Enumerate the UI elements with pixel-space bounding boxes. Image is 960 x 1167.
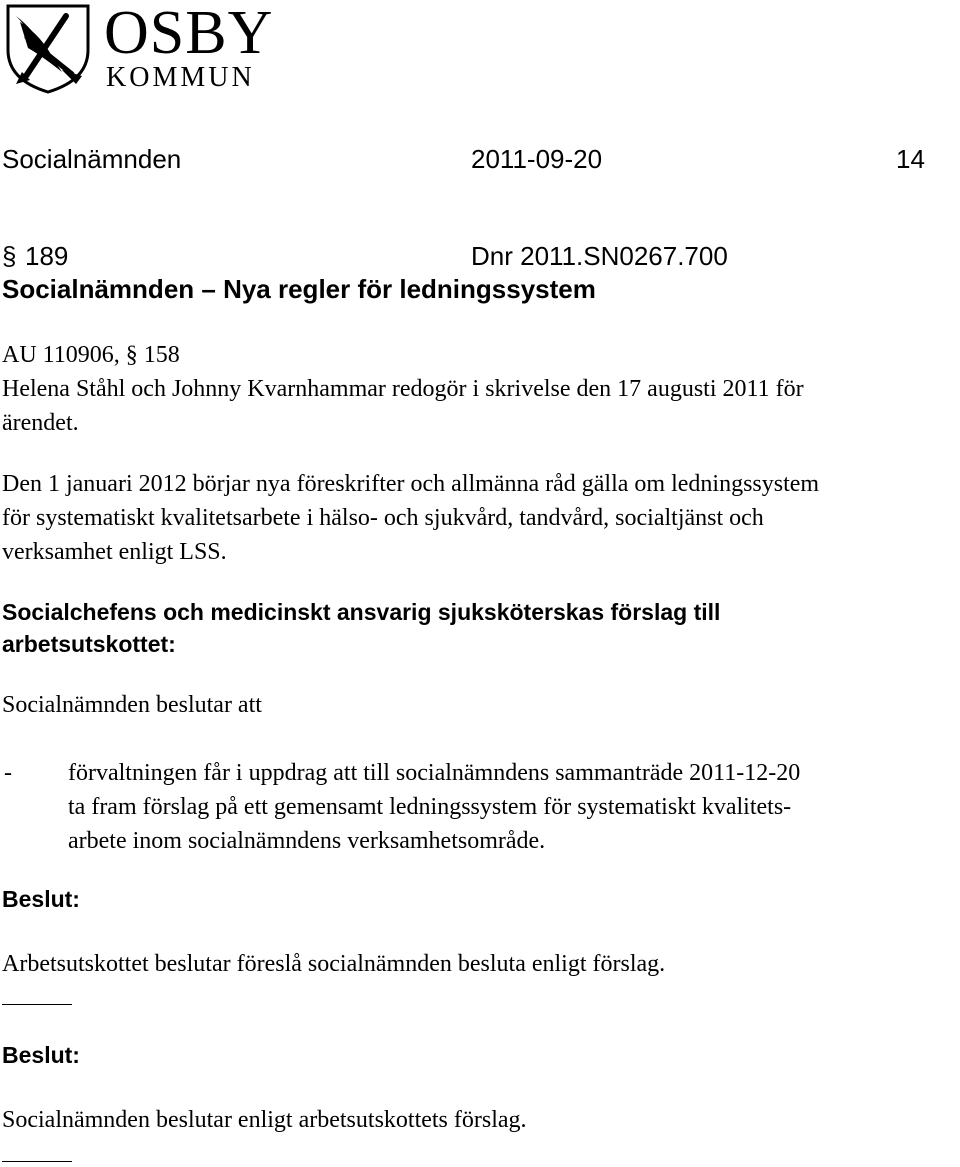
proposal-item bbox=[68, 756, 948, 858]
separator-rule bbox=[2, 1004, 72, 1005]
bullet-dash: - bbox=[4, 760, 12, 786]
proposal-item-line: arbete inom socialnämndens verksamhetsområde. bbox=[68, 828, 546, 854]
reference-line: ärendet. bbox=[2, 410, 79, 436]
au-decision-text: Arbetsutskottet beslutar föreslå socialnämnden besluta enligt förslag. bbox=[2, 951, 666, 977]
separator-rule bbox=[2, 1161, 72, 1162]
meeting-date: 2011-09-20 bbox=[471, 144, 603, 174]
logo-wordmark: OSBY bbox=[104, 0, 274, 67]
sn-decision-text: Socialnämnden beslutar enligt arbetsutskottets förslag. bbox=[2, 1107, 527, 1133]
logo-subtitle: KOMMUN bbox=[106, 62, 255, 93]
background-line: Den 1 januari 2012 börjar nya föreskrifter och allmänna råd gälla om ledningssystem bbox=[2, 471, 820, 497]
proposal-item-line: förvaltningen får i uppdrag att till socialnämndens sammanträde 2011-12-20 bbox=[68, 760, 801, 786]
committee-name: Socialnämnden bbox=[2, 144, 182, 174]
item-title: Socialnämnden – Nya regler för ledningssystem bbox=[2, 274, 596, 304]
sn-decision-label: Beslut: bbox=[2, 1042, 80, 1068]
background-line: för systematiskt kvalitetsarbete i hälso- och sjukvård, tandvård, socialtjänst och bbox=[2, 505, 764, 531]
osby-coat-of-arms-logo bbox=[2, 2, 94, 94]
background-paragraph bbox=[2, 467, 952, 569]
proposal-heading-line: Socialchefens och medicinskt ansvarig sjuksköterskas förslag till bbox=[2, 599, 721, 625]
proposal-intro: Socialnämnden beslutar att bbox=[2, 692, 262, 718]
diary-number: Dnr 2011.SN0267.700 bbox=[471, 241, 728, 271]
item-number: 189 bbox=[25, 241, 69, 271]
background-line: verksamhet enligt LSS. bbox=[2, 539, 227, 565]
au-decision-label: Beslut: bbox=[2, 886, 80, 912]
reference-paragraph bbox=[2, 338, 952, 440]
reference-line: AU 110906, § 158 bbox=[2, 342, 180, 368]
proposal-heading-line: arbetsutskottet: bbox=[2, 631, 176, 657]
reference-line: Helena Ståhl och Johnny Kvarnhammar redogör i skrivelse den 17 augusti 2011 för bbox=[2, 376, 804, 402]
proposal-item-line: ta fram förslag på ett gemensamt ledningssystem för systematiskt kvalitets- bbox=[68, 794, 792, 820]
proposal-heading bbox=[2, 596, 720, 660]
section-sign: § bbox=[2, 241, 17, 271]
page-number: 14 bbox=[896, 144, 925, 174]
